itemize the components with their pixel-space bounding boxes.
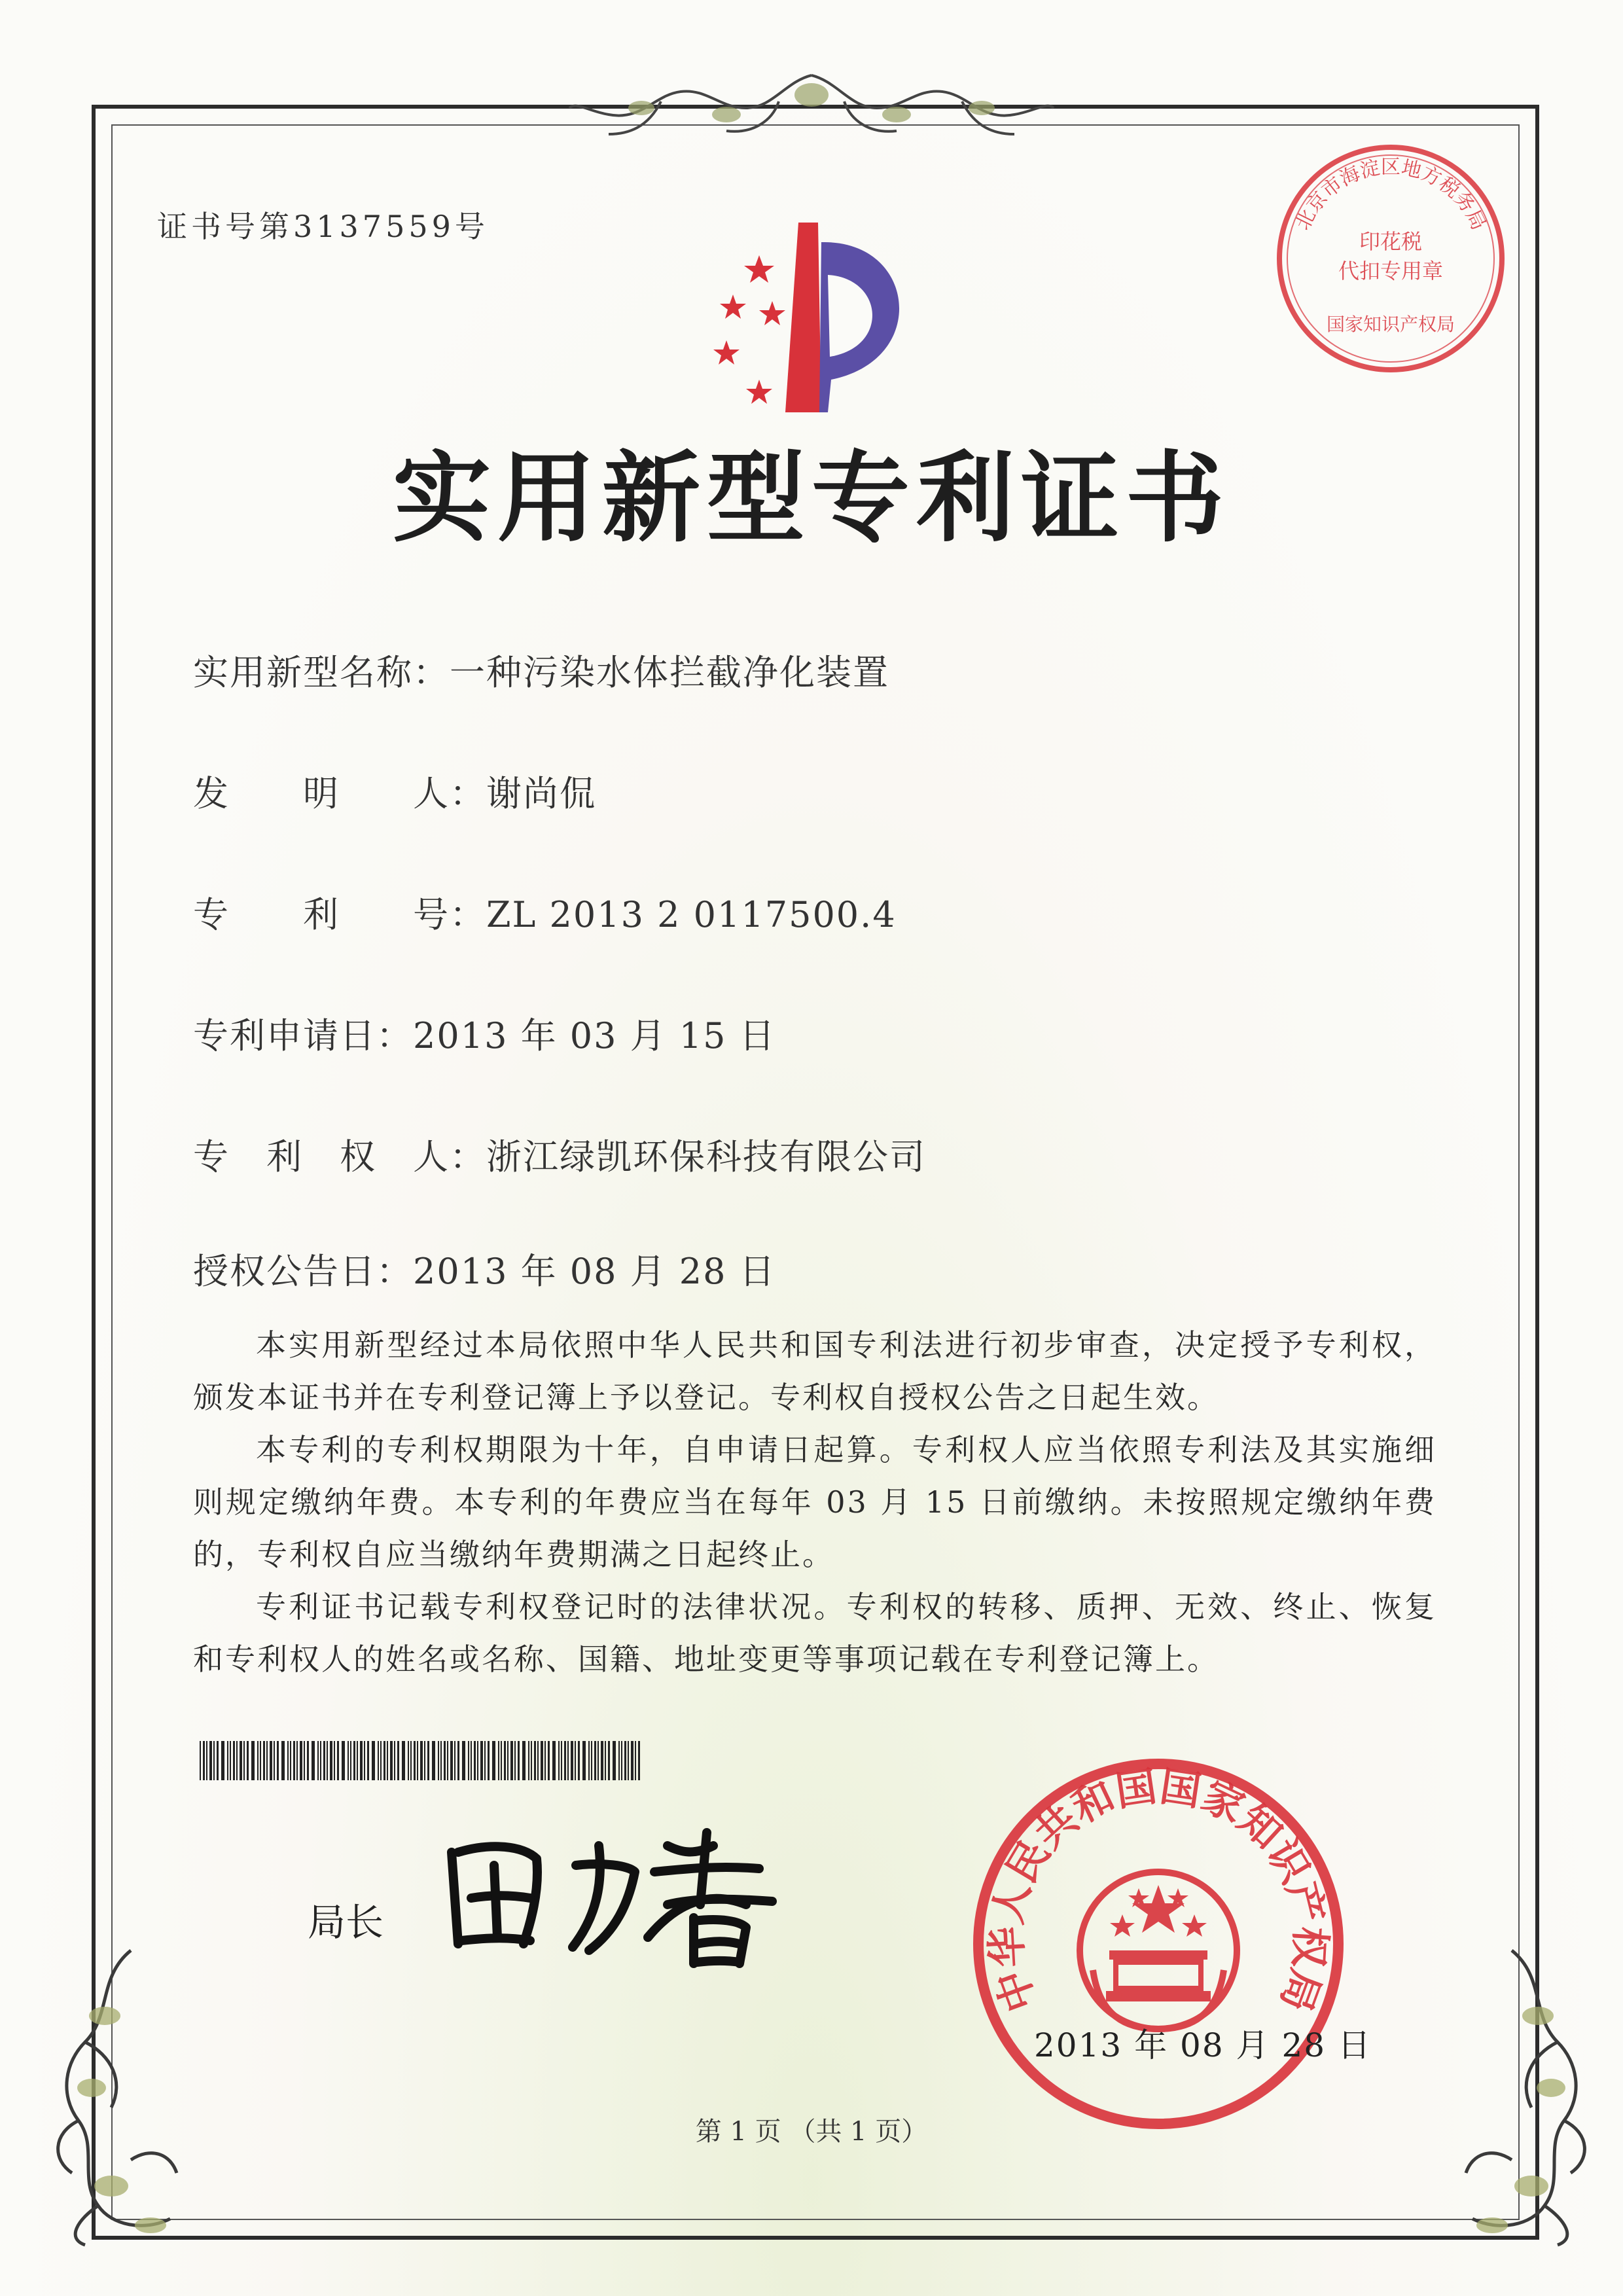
barcode-bar	[534, 1741, 536, 1780]
field-label: 实用新型名称：	[193, 652, 450, 693]
barcode-bar	[518, 1741, 520, 1780]
barcode-bar	[567, 1741, 569, 1780]
field-value: 谢尚侃	[486, 773, 596, 814]
barcode-bar	[417, 1741, 418, 1780]
barcode-bar	[217, 1741, 219, 1780]
barcode-bar	[397, 1741, 399, 1780]
barcode-bar	[613, 1741, 616, 1780]
barcode-bar	[200, 1741, 201, 1780]
barcode-bar	[317, 1741, 319, 1780]
barcode-bar	[274, 1741, 275, 1780]
barcode-bar	[394, 1741, 395, 1780]
barcode-bar	[454, 1741, 455, 1780]
barcode-bar	[414, 1741, 416, 1780]
barcode-bar	[378, 1741, 379, 1780]
barcode-bar	[618, 1741, 620, 1780]
barcode-bar	[605, 1741, 606, 1780]
tax-seal-line2: 代扣专用章	[1338, 259, 1444, 283]
certificate-number-value: 3137559	[293, 209, 455, 244]
barcode-bar	[601, 1741, 603, 1780]
certificate-number-suffix: 号	[454, 209, 489, 244]
barcode-bar	[537, 1741, 539, 1780]
barcode-bar	[263, 1741, 265, 1780]
body-paragraph: 专利证书记载专利权登记时的法律状况。专利权的转移、质押、无效、终止、恢复和专利权人的姓名或名称、国籍、地址变更等事项记载在专利登记簿上。	[193, 1589, 1436, 1677]
office-seal-date: 2013 年 08 月 28 日	[1034, 2026, 1372, 2064]
barcode-bar	[564, 1741, 566, 1780]
field-value: 浙江绿凯环保科技有限公司	[486, 1136, 926, 1177]
director-signature	[432, 1806, 798, 1977]
field-patent-number	[193, 887, 897, 937]
bottom-right-ornament	[1420, 1937, 1603, 2251]
national-emblem-icon	[1080, 1872, 1237, 2029]
barcode-bar	[320, 1741, 321, 1780]
barcode-bar	[462, 1741, 465, 1780]
field-value: 2013 年 08 月 28 日	[413, 1251, 776, 1292]
barcode-bar	[293, 1741, 295, 1780]
body-paragraph: 本专利的专利权期限为十年，自申请日起算。专利权人应当依照专利法及其实施细则规定缴纳年费。本专利的年费应当在每年 03 月 15 日前缴纳。未按照规定缴纳年费的，专利权自应当缴纳年费期满之日起终止。	[193, 1432, 1436, 1572]
page-number: 第 1 页 （共 1 页）	[695, 2117, 928, 2147]
barcode-bar	[468, 1741, 469, 1780]
barcode-bar	[337, 1741, 339, 1780]
office-seal-ring-text: 中华人民共和国国家知识产权局	[982, 1762, 1335, 2018]
barcode-bar	[227, 1741, 228, 1780]
barcode-bar	[383, 1741, 385, 1780]
barcode-bar	[364, 1741, 365, 1780]
field-application-date	[193, 1008, 776, 1058]
barcode-bar	[432, 1741, 435, 1780]
barcode-bar	[424, 1741, 425, 1780]
barcode-bar	[427, 1741, 429, 1780]
barcode-bar	[304, 1741, 305, 1780]
tax-seal-bottom: 国家知识产权局	[1326, 314, 1455, 335]
barcode-bar	[438, 1741, 439, 1780]
barcode-bar	[233, 1741, 235, 1780]
barcode-bar	[251, 1741, 255, 1780]
barcode-bar	[608, 1741, 610, 1780]
field-label: 专利申请日：	[193, 1015, 413, 1056]
barcode-bar	[236, 1741, 238, 1780]
barcode-bar	[501, 1741, 502, 1780]
field-value: ZL 2013 2 0117500.4	[486, 894, 897, 935]
barcode-bar	[631, 1741, 633, 1780]
barcode-bar	[591, 1741, 592, 1780]
barcode-bar	[558, 1741, 560, 1780]
barcode-bar	[380, 1741, 382, 1780]
barcode-bar	[522, 1741, 526, 1780]
barcode-bar	[270, 1741, 272, 1780]
barcode-bar	[480, 1741, 483, 1780]
bottom-left-ornament	[39, 1937, 223, 2251]
barcode-bar	[548, 1741, 550, 1780]
barcode-bar	[260, 1741, 261, 1780]
field-value: 一种污染水体拦截净化装置	[450, 652, 889, 693]
certificate-title: 实用新型专利证书	[392, 440, 1230, 556]
barcode-bar	[334, 1741, 335, 1780]
certificate-number	[157, 203, 489, 246]
barcode-bar	[209, 1741, 212, 1780]
barcode-bar	[323, 1741, 325, 1780]
tax-seal-line1: 印花税	[1359, 229, 1423, 254]
barcode-bar	[203, 1741, 205, 1780]
barcode-bar	[578, 1741, 580, 1780]
tax-seal-ring-text: 北京市海淀区地方税务局	[1291, 156, 1490, 234]
director-label: 局长	[308, 1900, 384, 1945]
barcode-bar	[307, 1741, 309, 1780]
barcode-bar	[266, 1741, 268, 1780]
barcode-bar	[353, 1741, 355, 1780]
barcode-bar	[561, 1741, 562, 1780]
field-value: 2013 年 03 月 15 日	[413, 1015, 776, 1056]
barcode-bar	[402, 1741, 405, 1780]
field-patentee	[193, 1129, 926, 1179]
barcode-bar	[528, 1741, 529, 1780]
barcode-bar	[257, 1741, 259, 1780]
field-label: 发 明 人：	[193, 773, 486, 814]
barcode-bar	[628, 1741, 629, 1780]
tax-stamp-seal	[1270, 137, 1512, 380]
barcode-bar	[541, 1741, 543, 1780]
barcode-bar	[213, 1741, 215, 1780]
barcode-bar	[408, 1741, 409, 1780]
barcode-bar	[330, 1741, 332, 1780]
patent-office-official-seal	[969, 1754, 1348, 2134]
barcode-bar	[372, 1741, 375, 1780]
barcode-bar	[544, 1741, 546, 1780]
barcode-bar	[206, 1741, 207, 1780]
barcode-bar	[447, 1741, 448, 1780]
certificate-body-text	[193, 1319, 1436, 1685]
barcode-bar	[474, 1741, 476, 1780]
field-grant-announcement-date	[193, 1244, 776, 1294]
svg-text:北京市海淀区地方税务局	[1291, 156, 1490, 234]
barcode-bar	[588, 1741, 590, 1780]
barcode-bar	[420, 1741, 423, 1780]
barcode-bar	[575, 1741, 576, 1780]
barcode-bar	[390, 1741, 393, 1780]
barcode-bar	[597, 1741, 599, 1780]
barcode-bar	[367, 1741, 369, 1780]
barcode-bar	[510, 1741, 513, 1780]
barcode-bar	[240, 1741, 242, 1780]
barcode-bar	[582, 1741, 586, 1780]
barcode-bar	[247, 1741, 249, 1780]
barcode-bar	[290, 1741, 291, 1780]
barcode-bar	[281, 1741, 285, 1780]
barcode-bar	[277, 1741, 279, 1780]
barcode-bar	[488, 1741, 490, 1780]
barcode-bar	[638, 1741, 640, 1780]
field-utility-model-name	[193, 645, 889, 695]
barcode-bar	[243, 1741, 245, 1780]
barcode-bar	[350, 1741, 351, 1780]
barcode-bar	[342, 1741, 345, 1780]
barcode-bar	[624, 1741, 626, 1780]
barcode-bar	[296, 1741, 298, 1780]
barcode-bar	[230, 1741, 231, 1780]
field-label: 专 利 权 人：	[193, 1136, 486, 1177]
barcode-bar	[471, 1741, 472, 1780]
barcode-bar	[440, 1741, 442, 1780]
barcode-bar	[450, 1741, 453, 1780]
barcode-bar	[357, 1741, 358, 1780]
barcode	[200, 1741, 645, 1780]
barcode-bar	[621, 1741, 622, 1780]
patent-office-logo	[681, 216, 955, 425]
certificate-number-label: 证书号第	[157, 209, 293, 244]
barcode-bar	[484, 1741, 486, 1780]
barcode-bar	[507, 1741, 508, 1780]
barcode-bar	[444, 1741, 446, 1780]
top-ornament	[563, 62, 1060, 154]
barcode-bar	[457, 1741, 459, 1780]
barcode-bar	[300, 1741, 302, 1780]
barcode-bar	[594, 1741, 596, 1780]
barcode-bar	[552, 1741, 556, 1780]
field-label: 授权公告日：	[193, 1251, 413, 1292]
barcode-bar	[312, 1741, 315, 1780]
barcode-bar	[410, 1741, 412, 1780]
field-inventor	[193, 766, 596, 816]
barcode-bar	[531, 1741, 532, 1780]
barcode-bar	[504, 1741, 506, 1780]
barcode-bar	[327, 1741, 328, 1780]
barcode-bar	[287, 1741, 289, 1780]
field-label: 专 利 号：	[193, 894, 486, 935]
body-paragraph: 本实用新型经过本局依照中华人民共和国专利法进行初步审查，决定授予专利权，颁发本证书并在专利登记簿上予以登记。专利权自授权公告之日起生效。	[193, 1327, 1436, 1415]
barcode-bar	[514, 1741, 516, 1780]
barcode-bar	[221, 1741, 224, 1780]
barcode-bar	[492, 1741, 495, 1780]
barcode-bar	[571, 1741, 573, 1780]
barcode-bar	[387, 1741, 388, 1780]
barcode-bar	[348, 1741, 349, 1780]
barcode-bar	[635, 1741, 636, 1780]
barcode-bar	[498, 1741, 499, 1780]
barcode-bar	[360, 1741, 363, 1780]
barcode-bar	[477, 1741, 478, 1780]
